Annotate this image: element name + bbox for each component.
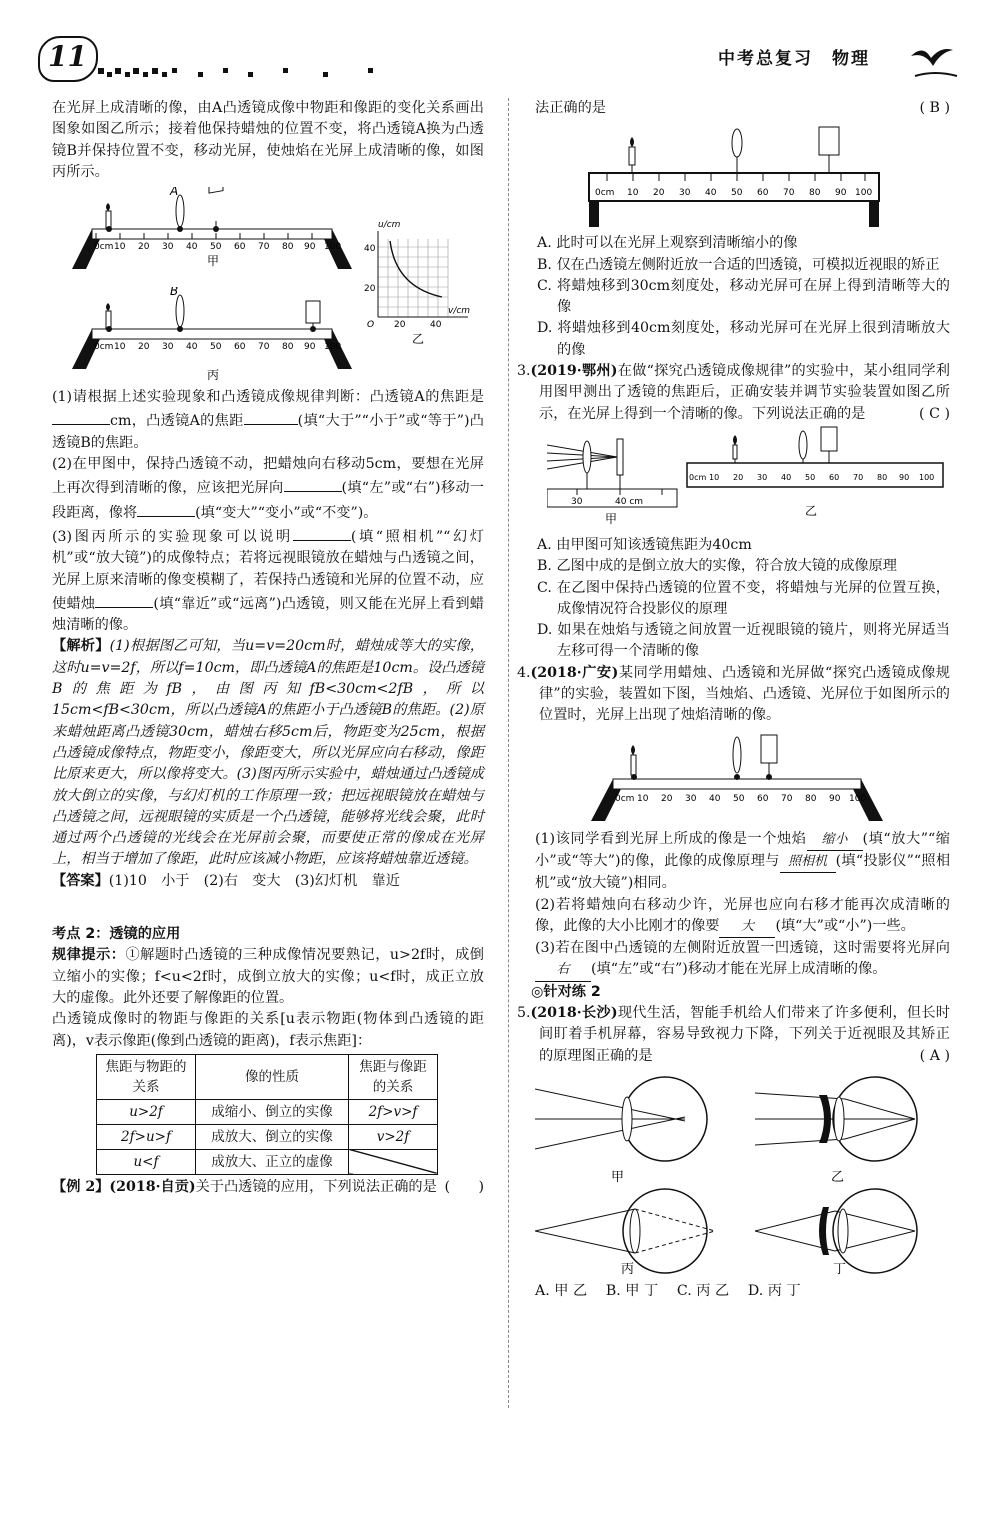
blank[interactable]	[52, 408, 110, 425]
figure-lens-benches	[52, 187, 484, 387]
question-2: (2)在甲图中，保持凸透镜不动，把蜡烛向右移动5cm，要想在光屏上再次得到清晰的像，应该把光屏向 (填“左”或“右”)移动一段距离，像将 (填“变大”“变小”或“不变”)。	[52, 456, 484, 521]
q3-option-a: A. 由甲图可知该透镜焦距为40cm	[537, 536, 752, 553]
svg-text:40: 40	[186, 242, 198, 253]
svg-text:50: 50	[733, 793, 745, 804]
svg-text:50: 50	[210, 242, 222, 253]
blank[interactable]	[293, 524, 351, 541]
header-dots-decoration	[98, 66, 398, 80]
ruler-labels-jia	[94, 242, 341, 252]
svg-text:60: 60	[234, 342, 246, 353]
svg-text:90: 90	[829, 793, 841, 804]
eye-label-ding: 丁	[833, 1261, 847, 1277]
svg-text:20: 20	[138, 242, 150, 253]
svg-text:40: 40	[781, 472, 792, 482]
bench-example	[585, 123, 885, 233]
section-title: 考点 2：透镜的应用	[52, 926, 181, 943]
q4-part-1: (1)该同学看到光屏上所成的像是一个烛焰 缩小 (填“放大”“缩小”或“等大”)的像，此像的成像原理与 照相机 (填“投影仪”“照相机”或“放大镜”)相同。	[535, 830, 951, 892]
graph-tick-x40: 40	[430, 320, 442, 331]
svg-text:100: 100	[919, 472, 935, 482]
q3-option-d: D. 如果在烛焰与透镜之间放置一近视眼镜的镜片，则将光屏适当左移可得一个清晰的像	[537, 622, 950, 660]
ruler-labels-bing	[94, 342, 341, 352]
svg-text:30: 30	[162, 242, 174, 253]
column-divider	[508, 98, 509, 1408]
question-3-right: 3.(2019·鄂州)在做“探究凸透镜成像规律”的实验中，某小组同学利用图甲测出了透镜的焦距后，正确安装并调节实验装置如图乙所示，在光屏上得到一个清晰的像。下列说法正确的是 ( C )	[517, 363, 950, 422]
svg-text:90: 90	[304, 342, 316, 353]
svg-text:80: 80	[809, 188, 821, 199]
option-a: A. 此时可以在光屏上观察到清晰缩小的像	[537, 235, 798, 252]
svg-text:100: 100	[855, 188, 873, 199]
answer-fill: 缩小	[807, 829, 863, 851]
q3-fig-yi-label: 乙	[805, 503, 818, 518]
eye-bing	[535, 1189, 715, 1277]
svg-text:90: 90	[835, 188, 847, 199]
eye-yi	[755, 1077, 917, 1185]
svg-text:20: 20	[661, 793, 673, 804]
svg-text:70: 70	[258, 342, 270, 353]
svg-text:30: 30	[757, 472, 768, 482]
svg-text:60: 60	[757, 793, 769, 804]
svg-text:10: 10	[114, 342, 126, 353]
svg-text:50: 50	[731, 188, 743, 199]
graph-xlabel: v/cm	[448, 306, 471, 317]
right-column	[517, 98, 951, 1302]
graph-tick-y40: 40	[364, 244, 376, 255]
svg-text:20: 20	[733, 472, 744, 482]
header-title: 中考总复习 物理	[718, 49, 870, 69]
graph-origin: O	[367, 320, 375, 331]
svg-text:70: 70	[781, 793, 793, 804]
svg-text:40: 40	[709, 793, 721, 804]
q4-part-3: (3)若在图中凸透镜的左侧附近放置一凹透镜，这时需要将光屏向右 (填“左”或“右”)移动才能在光屏上成清晰的像。	[535, 938, 950, 982]
table-row	[97, 1124, 438, 1149]
svg-text:80: 80	[877, 472, 888, 482]
eye-label-bing: 丙	[621, 1261, 635, 1277]
page-number: 11	[48, 40, 87, 73]
graph-yi	[364, 217, 484, 347]
table-cell: u<f	[97, 1149, 196, 1174]
svg-text:10: 10	[637, 793, 649, 804]
bird-decoration-icon	[905, 36, 965, 84]
table-cell: 2f>u>f	[97, 1124, 196, 1149]
svg-text:20: 20	[138, 342, 150, 353]
eye-ding	[755, 1189, 917, 1277]
question-1: (1)请根据上述实验现象和凸透镜成像规律判断：凸透镜A的焦距是cm，凸透镜A的焦距 (填“大于”“小于”或“等于”)凸透镜B的焦距。	[52, 389, 484, 451]
answer: 【答案】(1)10 小于 (2)右 变大 (3)幻灯机 靠近	[52, 872, 400, 889]
graph-ylabel: u/cm	[378, 220, 401, 231]
table-row	[97, 1099, 438, 1124]
blank[interactable]	[137, 500, 195, 517]
svg-text:50: 50	[210, 342, 222, 353]
question-3: (3)图丙所示的实验现象可以说明 (填“照相机”“幻灯机”或“放大镜”)的成像特点；若将远视眼镜放在蜡烛与凸透镜之间，光屏上原来清晰的像变模糊了，若保持凸透镜和光屏的位置不动，应使蜡烛 (填“靠近”或“远离”)凸透镜，则又能在光屏上看到蜡烛清晰的像。	[52, 524, 484, 636]
svg-text:10: 10	[709, 472, 720, 482]
option-b: B. 仅在凸透镜左侧附近放一合适的凹透镜，可模拟近视眼的矫正	[537, 256, 940, 273]
analysis: 【解析】(1)根据图乙可知，当u=v=20cm时，蜡烛成等大的实像，这时u=v=2f，所以f=10cm，即凸透镜A的焦距是10cm。设凸透镜B的焦距为fB，由图丙知fB<30cm<2fB，所以15cm<fB<30cm，所以凸透镜A的焦距小于凸透镜B的焦距。(2)原来蜡烛距离凸透镜30cm，蜡烛右移5cm后，物距变为25cm，根据凸透镜成像特点，物距变小，像距变大，所以光屏应向右移动，像距比原来更大，所以像将变大。(3)图丙所示实验中，蜡烛通过凸透镜成放大倒立的实像，与幻灯机的工作原理一致；把远视眼镜放在蜡烛与凸透镜之间，远视眼镜的实质是一个凸透镜，能够将光线会聚，此时通过两个凸透镜的光线会在光屏前会聚，而要使正常的像成在光屏上，相当于增加了像距，此时应该减小物距，应该将蜡烛靠近透镜。	[52, 638, 484, 868]
svg-text:90: 90	[304, 242, 316, 253]
eye-diagrams	[535, 1069, 950, 1279]
q3-option-b: B. 乙图中成的是倒立放大的实像，符合放大镜的成像原理	[537, 558, 897, 575]
left-column	[52, 98, 484, 1198]
table-cell: u>2f	[97, 1099, 196, 1124]
svg-text:30: 30	[162, 342, 174, 353]
fig-bing-label: 丙	[207, 368, 220, 383]
graph-tick-x20: 20	[394, 320, 406, 331]
fig-yi-label: 乙	[412, 332, 425, 347]
table-row	[97, 1149, 438, 1174]
svg-text:70: 70	[783, 188, 795, 199]
svg-text:0cm: 0cm	[94, 342, 114, 353]
svg-text:80: 80	[282, 342, 294, 353]
bench-jia	[62, 187, 362, 277]
svg-text:70: 70	[853, 472, 864, 482]
answer-fill: 右	[535, 959, 591, 981]
ruler-labels-q4	[615, 794, 866, 804]
page-header	[0, 0, 1000, 90]
intro-text: 在光屏上成清晰的像，由A凸透镜成像中物距和像距的变化关系画出图象如图乙所示；接着他保持蜡烛的位置不变，将凸透镜A换为凸透镜B并保持位置不变，移动光屏，使烛焰在光屏上成清晰的像，如图丙所示。	[52, 100, 484, 180]
svg-text:60: 60	[757, 188, 769, 199]
option-c: C. 将蜡烛移到30cm刻度处，移动光屏可在屏上得到清晰等大的像	[537, 277, 950, 316]
table-header: 焦距与物距的关系	[97, 1054, 196, 1099]
answer-fill: 大	[719, 916, 775, 938]
svg-text:10: 10	[627, 188, 639, 199]
q3-tick-40: 40 cm	[615, 496, 644, 507]
svg-text:50: 50	[805, 472, 816, 482]
bench-q4	[585, 729, 885, 829]
q3-figures	[535, 425, 950, 535]
svg-text:80: 80	[282, 242, 294, 253]
q3-tick-30: 30	[571, 496, 583, 507]
table-header-row	[97, 1054, 438, 1099]
svg-text:20: 20	[653, 188, 665, 199]
svg-text:40: 40	[705, 188, 717, 199]
svg-text:90: 90	[899, 472, 910, 482]
lens-b-label: B	[170, 287, 179, 299]
svg-text:0cm: 0cm	[615, 793, 635, 804]
svg-text:70: 70	[258, 242, 270, 253]
svg-text:0cm: 0cm	[94, 242, 114, 253]
svg-text:0cm: 0cm	[689, 472, 707, 482]
table-cell: 2f>v>f	[349, 1099, 438, 1124]
svg-text:100: 100	[324, 342, 342, 353]
graph-tick-y20: 20	[364, 284, 376, 295]
table-cell: v>2f	[349, 1124, 438, 1149]
svg-text:60: 60	[234, 242, 246, 253]
q5-options	[535, 1281, 950, 1302]
svg-text:80: 80	[805, 793, 817, 804]
table-cell: 成缩小、倒立的实像	[196, 1099, 349, 1124]
svg-text:30: 30	[685, 793, 697, 804]
question-5: 5.(2018·长沙)现代生活，智能手机给人们带来了许多便利，但长时间盯着手机屏幕，容易导致视力下降，下列关于近视眼及其矫正的原理图正确的是 ( A )	[517, 1005, 950, 1064]
q3-fig-yi	[685, 425, 947, 525]
q5-option-c: C. 丙 乙	[676, 1282, 730, 1299]
svg-text:100: 100	[849, 793, 867, 804]
example-continuation: 法正确的是 ( B )	[535, 100, 950, 116]
q5-option-a: A. 甲 乙	[535, 1282, 588, 1299]
tip: 规律提示：①解题时凸透镜的三种成像情况要熟记，u>2f时，成倒立缩小的实像；f<u<2f时，成倒立放大的实像；u<f时，成正立放大的虚像。此外还要了解像距的位置。	[52, 947, 484, 1006]
table-header: 焦距与像距的关系	[349, 1054, 438, 1099]
blank[interactable]	[284, 475, 342, 492]
svg-text:60: 60	[829, 472, 840, 482]
bench-bing	[62, 287, 362, 383]
practice-heading: ◎针对练 2	[531, 983, 601, 1000]
question-4: 4.(2018·广安)某同学用蜡烛、凸透镜和光屏做“探究凸透镜成像规律”的实验，装置如下图，当烛焰、凸透镜、光屏位于如图所示的位置时，光屏上出现了烛焰清晰的像。	[517, 664, 950, 724]
svg-text:30: 30	[679, 188, 691, 199]
lens-table	[96, 1054, 438, 1175]
eye-label-yi: 乙	[831, 1169, 845, 1185]
table-cell: 成放大、正立的虚像	[196, 1149, 349, 1174]
eye-jia	[535, 1077, 707, 1185]
q3-option-c: C. 在乙图中保持凸透镜的位置不变，将蜡烛与光屏的位置互换，成像情况符合投影仪的原理	[537, 579, 950, 617]
svg-text:100: 100	[324, 242, 342, 253]
blank[interactable]	[244, 408, 298, 425]
svg-text:0cm: 0cm	[595, 188, 615, 199]
q4-part-2: (2)若将蜡烛向右移动少许，光屏也应向右移才能再次成清晰的像，此像的大小比刚才的像要 大 (填“大”或“小”)一些。	[535, 895, 950, 939]
fig-jia-label: 甲	[207, 254, 220, 269]
q3-fig-jia	[547, 431, 687, 531]
svg-text:40: 40	[186, 342, 198, 353]
answer-fill: 照相机	[780, 851, 836, 873]
eye-label-jia: 甲	[611, 1169, 625, 1185]
table-cell: 成放大、倒立的实像	[196, 1124, 349, 1149]
example-2: 【例 2】(2018·自贡)关于凸透镜的应用，下列说法正确的是 ( )	[52, 1178, 484, 1195]
q5-option-d: D. 丙 丁	[747, 1282, 801, 1299]
relation-text: 凸透镜成像时的物距与像距的关系[u表示物距(物体到凸透镜的距离)，v表示像距(像到凸透镜的距离)，f表示焦距]：	[52, 1011, 484, 1049]
option-d: D. 将蜡烛移到40cm刻度处，移动光屏可在光屏上很到清晰放大的像	[537, 320, 950, 358]
svg-text:10: 10	[114, 242, 126, 253]
table-header: 像的性质	[196, 1054, 349, 1099]
blank[interactable]	[95, 591, 153, 608]
table-cell-diagonal	[349, 1149, 438, 1174]
q3-fig-jia-label: 甲	[605, 511, 618, 526]
lens-a-label: A	[170, 187, 179, 199]
q5-option-b: B. 甲 丁	[605, 1282, 659, 1299]
